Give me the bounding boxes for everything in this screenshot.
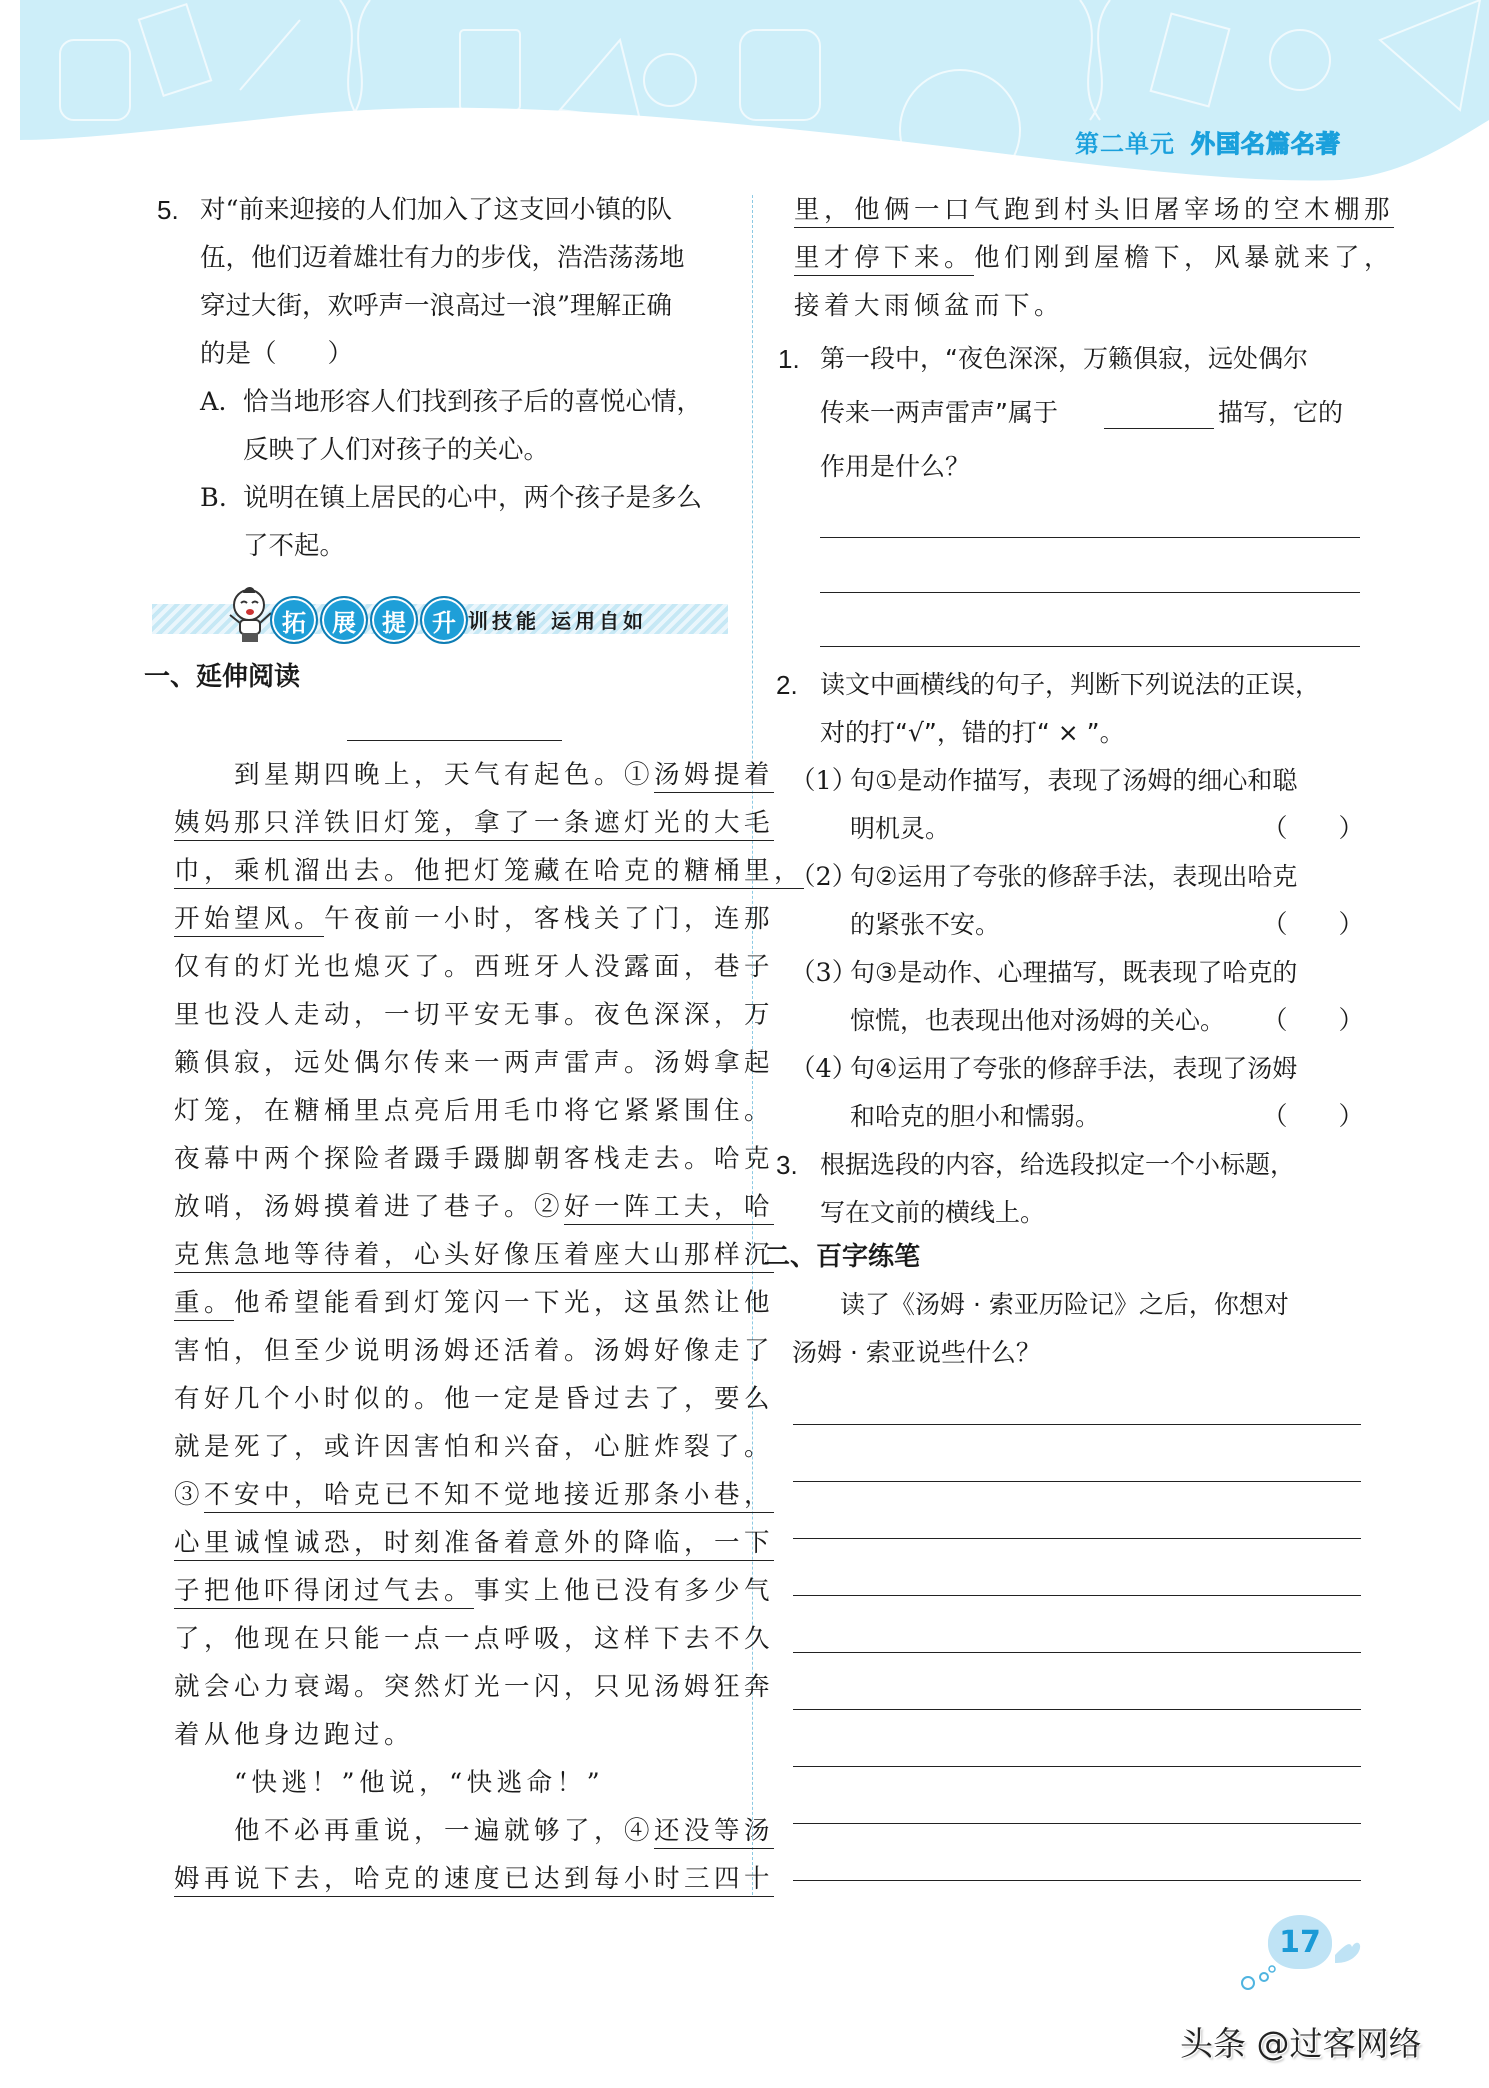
passage-line <box>174 1046 775 1080</box>
passage-line <box>174 1670 775 1704</box>
passage-text: 到星期四晚上，天气有起色。① <box>174 760 655 790</box>
option-label: B. <box>200 483 227 513</box>
passage-line <box>174 1526 775 1560</box>
answer-line[interactable] <box>820 592 1360 593</box>
banner-subtitle: 训技能 运用自如 <box>468 609 647 633</box>
passage-text: 午夜前一小时，客栈关了门，连那 <box>324 904 775 934</box>
writing-line[interactable] <box>793 1766 1361 1767</box>
item-text: 的紧张不安。 <box>850 910 1001 939</box>
passage-line <box>174 1142 775 1176</box>
underlined-sentence: 子把他吓得闭过气去。 <box>174 1576 474 1609</box>
page-number: 17 <box>1268 1915 1332 1969</box>
passage-line <box>174 998 775 1032</box>
passage-line <box>174 1478 775 1512</box>
question-text-line: 对的打“√”，错的打“ × ”。 <box>820 718 1125 747</box>
writing-line[interactable] <box>793 1652 1361 1653</box>
passage-line <box>174 1430 775 1464</box>
passage-line <box>174 1766 744 1800</box>
passage-line <box>174 806 775 840</box>
writing-prompt-line: 读了《汤姆 · 索亚历险记》之后，你想对 <box>790 1290 1289 1319</box>
underlined-sentence: 巾，乘机溜出去。他把灯笼藏在哈克的糖桶里， <box>174 856 804 889</box>
underlined-sentence: 开始望风。 <box>174 904 324 937</box>
page-number-badge <box>1240 1915 1380 1995</box>
item-text: 句④运用了夸张的修辞手法，表现了汤姆 <box>850 1054 1298 1083</box>
passage-line <box>174 1718 744 1752</box>
underlined-sentence: 还没等汤 <box>654 1816 774 1849</box>
passage-text: 了，他现在只能一点一点呼吸，这样下去不久 <box>174 1624 775 1654</box>
passage-line <box>174 1286 775 1320</box>
underlined-sentence: 姨妈那只洋铁旧灯笼，拿了一条遮灯光的大毛 <box>174 808 774 841</box>
question-number: 5. <box>157 195 179 225</box>
banner-badge: 展 <box>320 596 368 644</box>
answer-parentheses[interactable]: （ ） <box>1262 814 1365 844</box>
writing-line[interactable] <box>793 1709 1361 1710</box>
passage-text: 事实上他已没有多少气 <box>474 1576 775 1606</box>
passage-line <box>174 1574 775 1608</box>
banner-badge: 升 <box>420 596 468 644</box>
banner-badge: 提 <box>370 596 418 644</box>
passage-text: ③ <box>174 1480 205 1510</box>
underlined-sentence: 不安中，哈克已不知不觉地接近那条小巷， <box>204 1480 774 1513</box>
passage-text: 仅有的灯光也熄灭了。西班牙人没露面，巷子 <box>174 952 775 982</box>
passage-text: 就会心力衰竭。突然灯光一闪，只见汤姆狂奔 <box>174 1672 775 1702</box>
underlined-sentence: 心里诚惶诚恐，时刻准备着意外的降临，一下 <box>174 1528 774 1561</box>
question-text-line: 穿过大街，欢呼声一浪高过一浪”理解正确 <box>200 291 673 321</box>
passage-text: 他们刚到屋檐下，风暴就来了， <box>974 243 1395 273</box>
underlined-sentence: 里才停下来。 <box>794 243 974 276</box>
writing-prompt-line: 汤姆 · 索亚说些什么？ <box>792 1338 1041 1367</box>
passage-line <box>174 1862 775 1896</box>
question-text-line: 伍，他们迈着雄壮有力的步伐，浩浩荡荡地 <box>200 243 685 273</box>
question-text-line: 作用是什么？ <box>820 452 971 481</box>
passage-line <box>174 854 805 888</box>
passage-text: 灯笼，在糖桶里点亮后用毛巾将它紧紧围住。 <box>174 1096 775 1126</box>
question-text-line: 的是（ ） <box>200 339 354 369</box>
passage-line <box>794 289 1364 323</box>
unit-name: 外国名篇名著 <box>1191 130 1341 158</box>
section-1-title: 一、延伸阅读 <box>144 662 301 692</box>
item-text: 明机灵。 <box>850 814 951 843</box>
section-2-title: 二、百字练笔 <box>764 1242 921 1272</box>
question-number: 3. <box>776 1150 798 1180</box>
unit-title <box>1075 124 1341 159</box>
passage-text: 里也没人走动，一切平安无事。夜色深深，万 <box>174 1000 775 1030</box>
underlined-sentence: 汤姆提着 <box>654 760 774 793</box>
question-text-line: 描写，它的 <box>1218 398 1344 427</box>
question-text-line: 第一段中，“夜色深深，万籁俱寂，远处偶尔 <box>820 344 1308 373</box>
option-label: A. <box>200 387 227 417</box>
item-text: 句②运用了夸张的修辞手法，表现出哈克 <box>850 862 1298 891</box>
item-text: 句③是动作、心理描写，既表现了哈克的 <box>850 958 1298 987</box>
answer-parentheses[interactable]: （ ） <box>1262 910 1365 940</box>
writing-line[interactable] <box>793 1595 1361 1596</box>
writing-line[interactable] <box>793 1424 1361 1425</box>
passage-line <box>174 950 775 984</box>
question-number: 1. <box>778 344 800 374</box>
passage-text: 放哨，汤姆摸着进了巷子。② <box>174 1192 565 1222</box>
writing-line[interactable] <box>793 1538 1361 1539</box>
banner-badge: 拓 <box>270 596 318 644</box>
option-text: 恰当地形容人们找到孩子后的喜悦心情， <box>243 387 703 417</box>
passage-line <box>174 758 775 792</box>
passage-line <box>174 1238 775 1272</box>
passage-text: 着从他身边跑过。 <box>174 1720 415 1750</box>
question-text-line: 写在文前的横线上。 <box>820 1198 1046 1227</box>
watermark: 头条 @过客网络 <box>1180 2024 1422 2063</box>
fill-in-blank[interactable] <box>1104 428 1214 429</box>
passage-line <box>174 1382 775 1416</box>
item-label: （1） <box>790 766 858 796</box>
option-text: 了不起。 <box>243 531 346 561</box>
title-answer-blank[interactable] <box>347 740 562 741</box>
passage-line <box>174 1094 775 1128</box>
item-label: （4） <box>790 1054 858 1084</box>
passage-line <box>794 241 1395 275</box>
passage-text: 就是死了，或许因害怕和兴奋，心脏炸裂了。 <box>174 1432 775 1462</box>
passage-text: 他希望能看到灯笼闪一下光，这虽然让他 <box>234 1288 775 1318</box>
writing-line[interactable] <box>793 1481 1361 1482</box>
unit-label: 第二单元 <box>1075 130 1175 158</box>
passage-line <box>174 1814 775 1848</box>
header-wave-background <box>0 0 1489 190</box>
passage-text: 接着大雨倾盆而下。 <box>794 291 1065 321</box>
question-text-line: 读文中画横线的句子，判断下列说法的正误， <box>820 670 1321 699</box>
question-number: 2. <box>776 670 798 700</box>
passage-text: “快逃！”他说，“快逃命！” <box>174 1768 605 1798</box>
passage-text: 他不必再重说，一遍就够了，④ <box>174 1816 655 1846</box>
passage-line <box>174 1334 775 1368</box>
passage-line <box>174 1190 775 1224</box>
item-text: 惊慌，也表现出他对汤姆的关心。 <box>850 1006 1226 1035</box>
passage-line <box>794 193 1395 227</box>
underlined-sentence: 重。 <box>174 1288 234 1321</box>
underlined-sentence: 里，他俩一口气跑到村头旧屠宰场的空木棚那 <box>794 195 1394 228</box>
passage-line <box>174 902 775 936</box>
writing-line[interactable] <box>793 1823 1361 1824</box>
passage-text: 夜幕中两个探险者蹑手蹑脚朝客栈走去。哈克 <box>174 1144 775 1174</box>
writing-line[interactable] <box>793 1880 1361 1881</box>
passage-text: 害怕，但至少说明汤姆还活着。汤姆好像走了 <box>174 1336 775 1366</box>
passage-text: 有好几个小时似的。他一定是昏过去了，要么 <box>174 1384 775 1414</box>
answer-parentheses[interactable]: （ ） <box>1262 1102 1365 1132</box>
answer-line[interactable] <box>820 646 1360 647</box>
answer-line[interactable] <box>820 537 1360 538</box>
question-text-line: 传来一两声雷声”属于 <box>820 398 1058 427</box>
underlined-sentence: 姆再说下去，哈克的速度已达到每小时三四十 <box>174 1864 774 1897</box>
item-label: （2） <box>790 862 858 892</box>
passage-line <box>174 1622 775 1656</box>
option-text: 说明在镇上居民的心中，两个孩子是多么 <box>243 483 703 513</box>
option-text: 反映了人们对孩子的关心。 <box>243 435 550 465</box>
passage-text: 籁俱寂，远处偶尔传来一两声雷声。汤姆拿起 <box>174 1048 775 1078</box>
question-text-line: 对“前来迎接的人们加入了这支回小镇的队 <box>200 195 673 225</box>
item-text: 和哈克的胆小和懦弱。 <box>850 1102 1101 1131</box>
banner-badges <box>270 596 468 644</box>
underlined-sentence: 克焦急地等待着，心头好像压着座大山那样沉 <box>174 1240 774 1273</box>
answer-parentheses[interactable]: （ ） <box>1262 1006 1365 1036</box>
question-text-line: 根据选段的内容，给选段拟定一个小标题， <box>820 1150 1296 1179</box>
underlined-sentence: 好一阵工夫，哈 <box>564 1192 774 1225</box>
mascot-icon <box>225 585 275 647</box>
item-text: 句①是动作描写，表现了汤姆的细心和聪 <box>850 766 1298 795</box>
item-label: （3） <box>790 958 858 988</box>
